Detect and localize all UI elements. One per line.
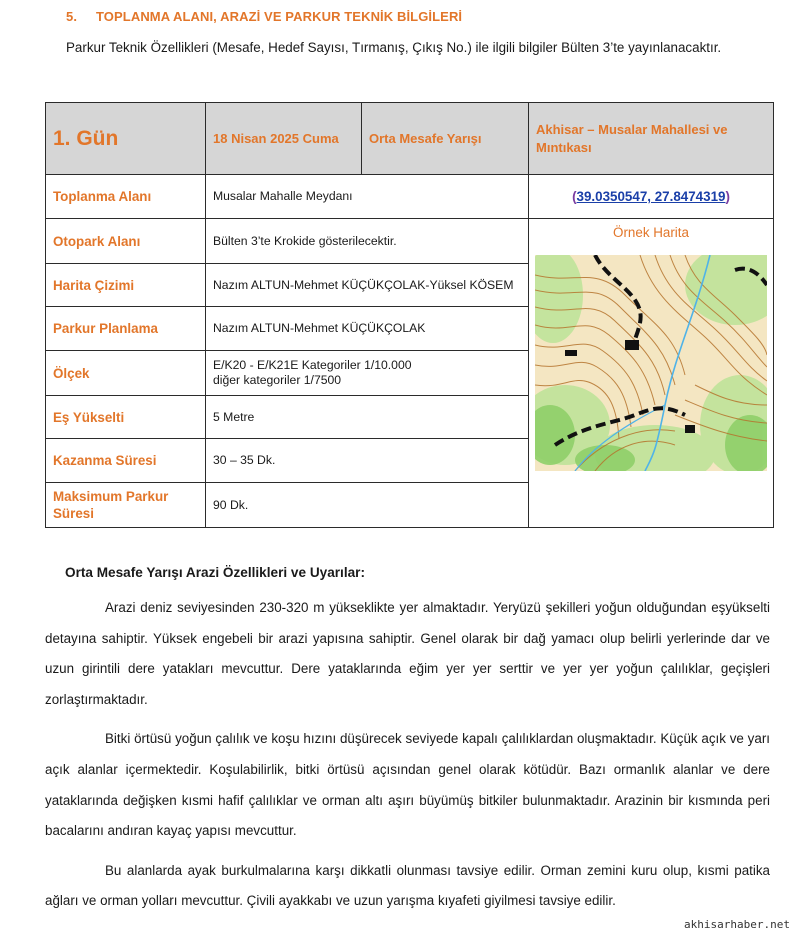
row-label: Parkur Planlama [46,307,206,351]
row-label: Otopark Alanı [46,219,206,264]
row-value [206,351,529,396]
row-value: Bülten 3’te Krokide gösterilecektir. [206,219,529,264]
coordinates-cell [529,175,774,219]
event-date: 18 Nisan 2025 Cuma [206,103,362,175]
day-label: 1. Gün [46,103,206,175]
map-cell [529,219,774,528]
event-location: Akhisar – Musalar Mahallesi ve Mıntıkası [529,103,774,175]
row-label: Harita Çizimi [46,264,206,307]
scale-line-2: diğer kategoriler 1/7500 [213,373,342,387]
row-label: Toplanma Alanı [46,175,206,219]
row-label: Kazanma Süresi [46,439,206,483]
site-watermark: akhisarhaber.net [684,918,790,931]
section-title [66,9,462,24]
row-value: Musalar Mahalle Meydanı [206,175,529,219]
row-value: 90 Dk. [206,483,529,528]
coord-close-paren: ) [725,189,730,204]
section-number: 5. [66,9,78,24]
scale-line-1: E/K20 - E/K21E Kategoriler 1/10.000 [213,358,412,372]
event-info-table [45,102,774,528]
paragraph: Arazi deniz seviyesinden 230-320 m yükseklikte yer almaktadır. Yeryüzü şekilleri yoğun olduğundan eşyükselti detayına sahiptir. Yüksek engebeli bir arazi yapısına sahiptir. Genel olarak bir dağ yamacı olup belirli yerlerinde dar ve uzun girintili dere yatakları mevcuttur. Dere yataklarında eğim yer yer serttir ve yer yer yoğun çalılıklar, geçişleri zorlaştırmaktadır. [45,600,770,707]
row-value: 30 – 35 Dk. [206,439,529,483]
terrain-description [45,563,770,926]
paragraph: Bu alanlarda ayak burkulmalarına karşı dikkatli olunması tavsiye edilir. Orman zemini kuru olup, kısmi patika ağları ve orman yolları mevcuttur. Çivili ayakkabı ve uzun yarışma kıyafeti giyilmesi tavsiye edilir. [45,862,770,909]
terrain-heading: Orta Mesafe Yarışı Arazi Özellikleri ve Uyarılar: [65,565,365,580]
table-row [46,175,774,219]
coord-open-paren: ( [572,189,577,204]
row-label: Ölçek [46,351,206,396]
table-header-row [46,103,774,175]
orienteering-map-image [535,255,767,471]
map-caption: Örnek Harita [613,225,689,240]
row-value: 5 Metre [206,396,529,439]
row-value: Nazım ALTUN-Mehmet KÜÇÜKÇOLAK-Yüksel KÖSEM [206,264,529,307]
row-label: Maksimum Parkur Süresi [46,483,206,528]
race-type: Orta Mesafe Yarışı [362,103,529,175]
row-value: Nazım ALTUN-Mehmet KÜÇÜKÇOLAK [206,307,529,351]
section-intro: Parkur Teknik Özellikleri (Mesafe, Hedef Sayısı, Tırmanış, Çıkış No.) ile ilgili bilgiler Bülten 3’te yayınlanacaktır. [66,40,722,55]
row-label: Eş Yükselti [46,396,206,439]
section-heading: TOPLANMA ALANI, ARAZİ VE PARKUR TEKNİK BİLGİLERİ [96,9,463,24]
paragraph: Bitki örtüsü yoğun çalılık ve koşu hızını düşürecek seviyede kapalı çalılıklardan oluşmaktadır. Küçük açık ve yarı açık alanlar içermektedir. Koşulabilirlik, bitki örtüsü açısından genel olarak kötüdür. Bazı ormanlık alanlar ve dere yataklarında değişken kısmi hafif çalılıklar ve orman altı aşırı büyümüş bitkiler bulunmaktadır. Arazinin bir kısmında peri bacalarını andıran kayaç yapısı mevcuttur. [45,731,770,839]
coordinates-link[interactable]: 39.0350547, 27.8474319 [576,189,726,204]
table-row [46,219,774,264]
